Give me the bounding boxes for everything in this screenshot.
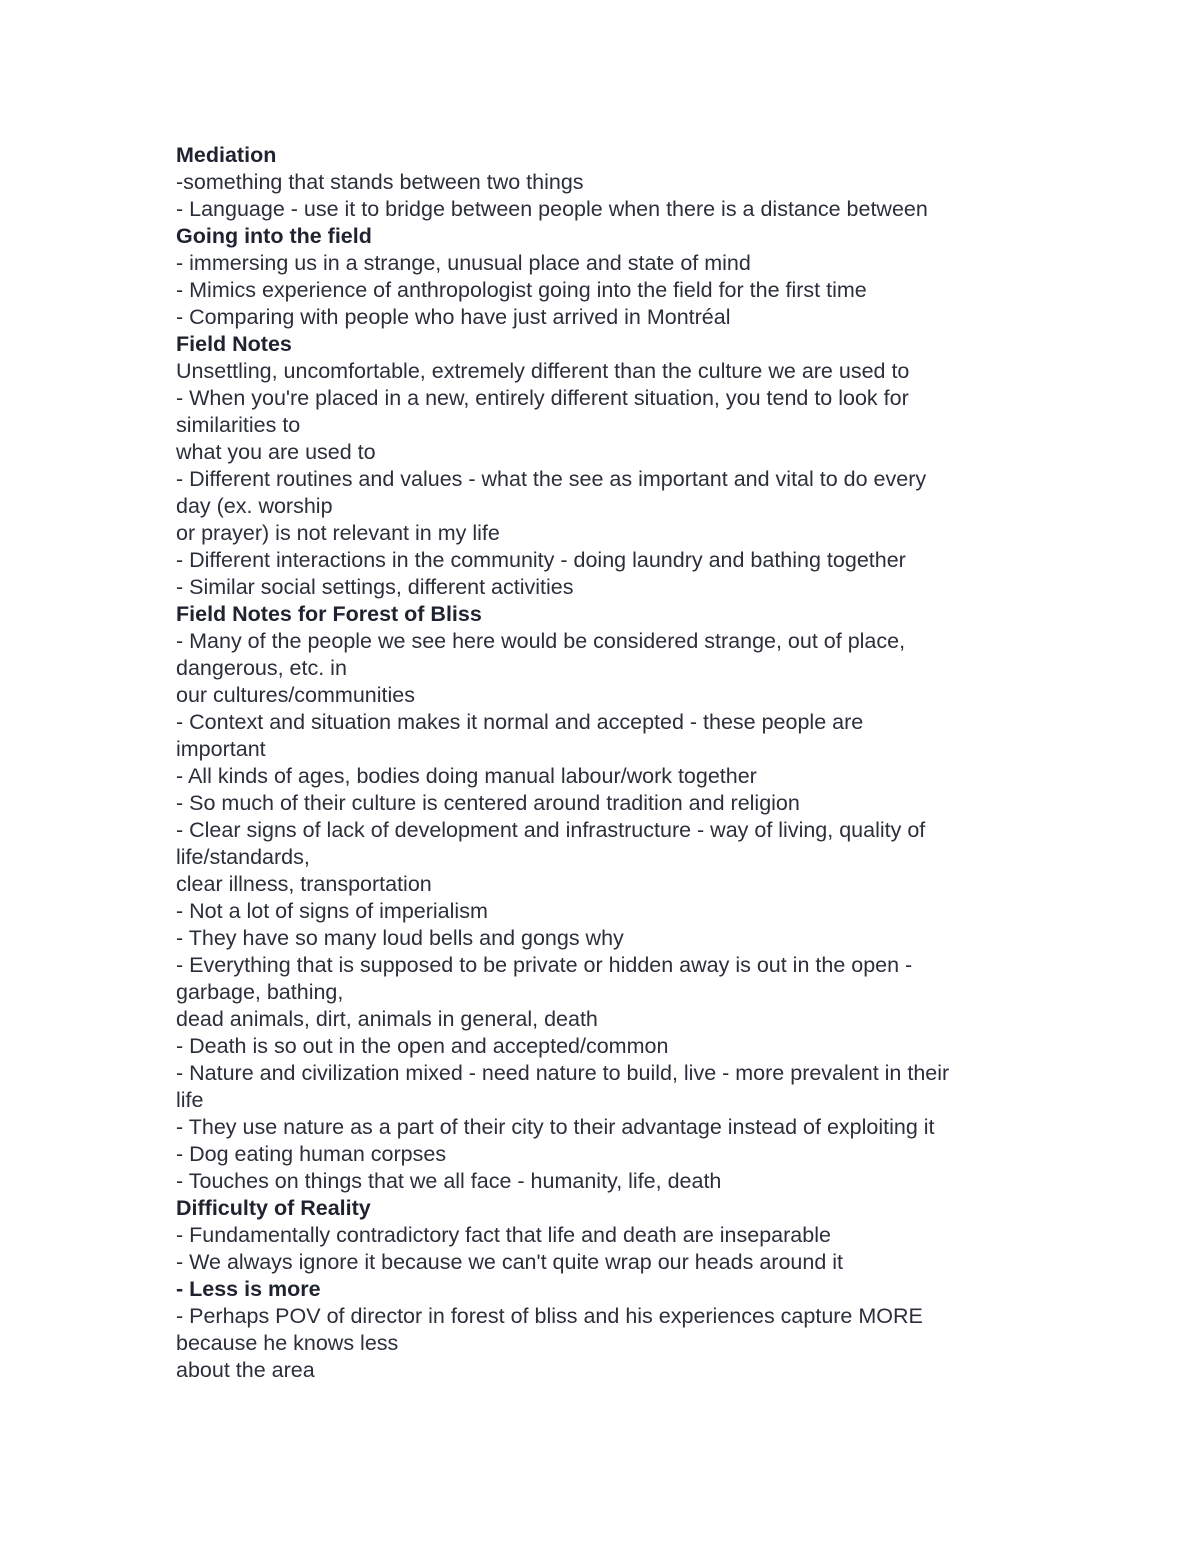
- note-line: our cultures/communities: [176, 683, 415, 707]
- note-line: - immersing us in a strange, unusual place and state of mind: [176, 251, 751, 275]
- note-line: - Perhaps POV of director in forest of bliss and his experiences capture MORE: [176, 1304, 923, 1328]
- note-line: - Different interactions in the community - doing laundry and bathing together: [176, 548, 906, 572]
- note-line: important: [176, 737, 266, 761]
- note-line: about the area: [176, 1358, 315, 1382]
- note-line: life/standards,: [176, 845, 310, 869]
- document-body: [176, 142, 1136, 1384]
- note-line: - Similar social settings, different activities: [176, 575, 574, 599]
- section-heading: Going into the field: [176, 224, 372, 248]
- note-line: day (ex. worship: [176, 494, 333, 518]
- note-line: or prayer) is not relevant in my life: [176, 521, 500, 545]
- note-line: similarities to: [176, 413, 301, 437]
- section-heading: Field Notes for Forest of Bliss: [176, 602, 482, 626]
- note-line: clear illness, transportation: [176, 872, 432, 896]
- note-line: - Comparing with people who have just arrived in Montréal: [176, 305, 731, 329]
- note-line: - Context and situation makes it normal and accepted - these people are: [176, 710, 864, 734]
- note-line: life: [176, 1088, 204, 1112]
- note-line: - Fundamentally contradictory fact that life and death are inseparable: [176, 1223, 831, 1247]
- note-line: - All kinds of ages, bodies doing manual labour/work together: [176, 764, 757, 788]
- note-line: - They have so many loud bells and gongs why: [176, 926, 624, 950]
- note-line: - Everything that is supposed to be private or hidden away is out in the open -: [176, 953, 913, 977]
- note-line: - When you're placed in a new, entirely different situation, you tend to look for: [176, 386, 909, 410]
- note-line: dead animals, dirt, animals in general, death: [176, 1007, 598, 1031]
- note-line: - Touches on things that we all face - humanity, life, death: [176, 1169, 722, 1193]
- note-line: - Different routines and values - what the see as important and vital to do every: [176, 467, 927, 491]
- section-heading: Field Notes: [176, 332, 292, 356]
- note-line: - Clear signs of lack of development and infrastructure - way of living, quality of: [176, 818, 926, 842]
- note-line: - Many of the people we see here would be considered strange, out of place,: [176, 629, 906, 653]
- note-line: -something that stands between two things: [176, 170, 584, 194]
- section-heading: Difficulty of Reality: [176, 1196, 371, 1220]
- note-line: - So much of their culture is centered around tradition and religion: [176, 791, 800, 815]
- note-line: - Dog eating human corpses: [176, 1142, 447, 1166]
- note-line: - Nature and civilization mixed - need nature to build, live - more prevalent in their: [176, 1061, 950, 1085]
- note-line: because he knows less: [176, 1331, 399, 1355]
- section-heading: Mediation: [176, 143, 277, 167]
- note-line: garbage, bathing,: [176, 980, 344, 1004]
- note-line: what you are used to: [176, 440, 376, 464]
- note-line: - Death is so out in the open and accepted/common: [176, 1034, 669, 1058]
- note-line: - We always ignore it because we can't quite wrap our heads around it: [176, 1250, 843, 1274]
- note-line: - Not a lot of signs of imperialism: [176, 899, 488, 923]
- note-line: - They use nature as a part of their city to their advantage instead of exploiting it: [176, 1115, 935, 1139]
- section-heading: - Less is more: [176, 1277, 321, 1301]
- note-line: - Language - use it to bridge between people when there is a distance between: [176, 197, 928, 221]
- note-line: - Mimics experience of anthropologist going into the field for the first time: [176, 278, 867, 302]
- note-line: dangerous, etc. in: [176, 656, 347, 680]
- note-line: Unsettling, uncomfortable, extremely different than the culture we are used to: [176, 359, 910, 383]
